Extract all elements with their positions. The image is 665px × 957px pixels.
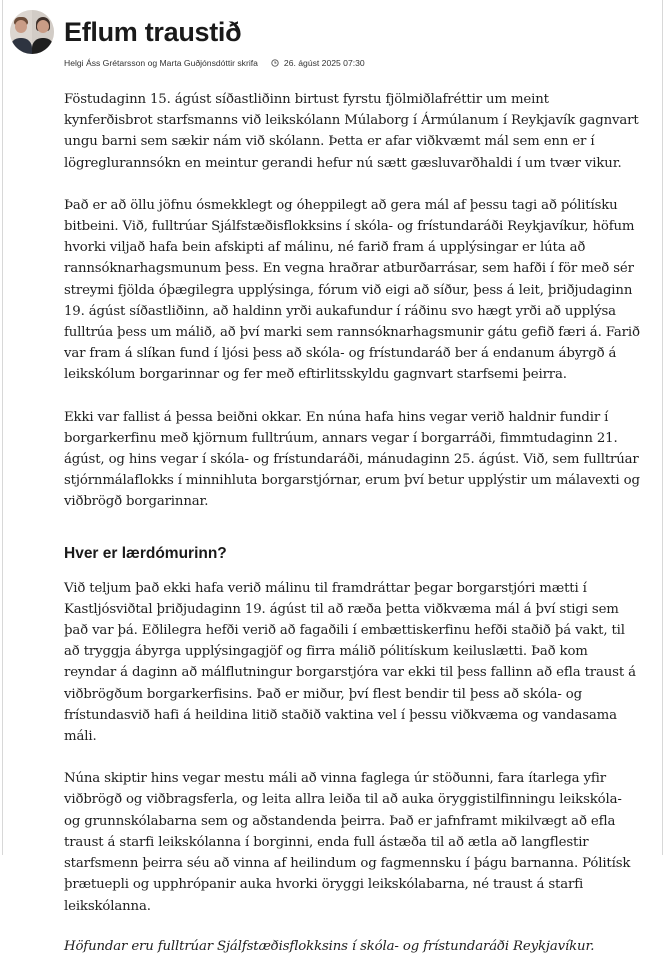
authors-avatar: [10, 10, 54, 54]
paragraph-5: Núna skiptir hins vegar mestu máli að vinna faglega úr stöðunni, fara ítarlega yfir viðbrögð og viðbragsferla, og leita allra leiða til að auka öryggistilfinningu leikskóla- og grunnskólabarna sem og aðstandenda þeirra. Það er jafnframt mikilvægt að efla traust á starfi leikskólanna í borginni, enda full ástæða til að ætla að langflestir starfsmenn þeirra séu að vinna af heilindum og fagmennsku í þágu barnanna. Pólitísk þrætuepli og upphrópanir auka hvorki öryggi leikskólabarna, né traust á starfi leikskólanna.: [64, 771, 631, 914]
frame-right-border: [662, 0, 663, 855]
paragraph-3: Ekki var fallist á þessa beiðni okkar. En núna hafa hins vegar verið haldnir fundir í borgarkerfinu með kjörnum fulltrúum, annars vegar í borgarráði, fimmtudaginn 21. ágúst, og hins vegar í skóla- og frístundaráði, mánudaginn 25. ágúst. Við, sem fulltrúar stjórnmálaflokks í minnihluta borgarstjórnar, erum því betur upplýstir um málavexti og viðbrögð borgarinnar.: [64, 409, 640, 510]
article-header: [10, 10, 241, 54]
author-footer-note: Höfundar eru fulltrúar Sjálfstæðisflokksins í skóla- og frístundaráði Reykjavíkur.: [64, 938, 595, 954]
byline: [64, 58, 365, 68]
published-date: 26. ágúst 2025 07:30: [283, 58, 365, 68]
article-title: Eflum traustið: [64, 16, 242, 47]
author-names: Helgi Áss Grétarsson og Marta Guðjónsdóttir skrifa: [64, 58, 258, 68]
author-avatar-second: [32, 10, 54, 54]
clock-icon: [271, 59, 279, 67]
paragraph-1: Föstudaginn 15. ágúst síðastliðinn birtust fyrstu fjölmiðlafréttir um meint kynferðisbrot starfsmanns við leikskólann Múlaborg í Ármúlanum í Reykjavík gagnvart ungu barni sem sækir nám við skólann. Þetta er afar viðkvæmt mál sem enn er í lögreglurannsókn en meintur gerandi hefur nú sætt gæsluvarðhaldi í um tvær vikur.: [64, 92, 639, 171]
paragraph-4: Við teljum það ekki hafa verið málinu til framdráttar þegar borgarstjóri mætti í Kastljósviðtal þriðjudaginn 19. ágúst til að ræða þetta viðkvæma mál á því stigi sem það var þá. Eðlilegra hefði verið að fagaðili í embættiskerfinu hefði staðið þá vakt, til að tryggja ábyrga upplýsingagjöf og firra málið pólitískum keiluslætti. Það kom reyndar á daginn að málflutningur borgarstjóra var ekki til þess fallinn að efla traust á viðbrögðum borgarkerfisins. Það er miður, því flest bendir til þess að skóla- og frístundasvið hafi á heildina litið staðið vaktina vel í þessu viðkvæma og vandasama máli.: [64, 580, 636, 745]
paragraph-2: Það er að öllu jöfnu ósmekklegt og óheppilegt að gera mál af þessu tagi að pólitísku bitbeini. Við, fulltrúar Sjálfstæðisflokksins í skóla- og frístundaráði Reykjavíkur, höfum hvorki viljað hafa bein afskipti af málinu, né farið fram á upplýsingar er lúta að rannsóknarhagsmunum þess. En vegna hraðrar atburðarrásar, sem hafði í för með sér streymi fjölda óþægilegra upplýsinga, fórum við eigi að síður, þess á leit, þriðjudaginn 19. ágúst síðastliðinn, að haldinn yrði aukafundur í ráðinu svo hægt yrði að upplýsa fulltrúa þess um málið, að því marki sem rannsóknarhagsmunir gátu gefið færi á. Farið var fram á slíkan fund í ljósi þess að skóla- og frístundaráð ber á endanum ábyrgð á leikskólum borgarinnar og fer með eftirlitsskyldu gagnvart starfsemi þeirra.: [64, 197, 640, 383]
article-body: [64, 83, 640, 957]
section-heading: Hver er lærdómurinn?: [64, 544, 227, 562]
frame-left-border: [2, 0, 3, 855]
author-avatar-first: [10, 10, 32, 54]
